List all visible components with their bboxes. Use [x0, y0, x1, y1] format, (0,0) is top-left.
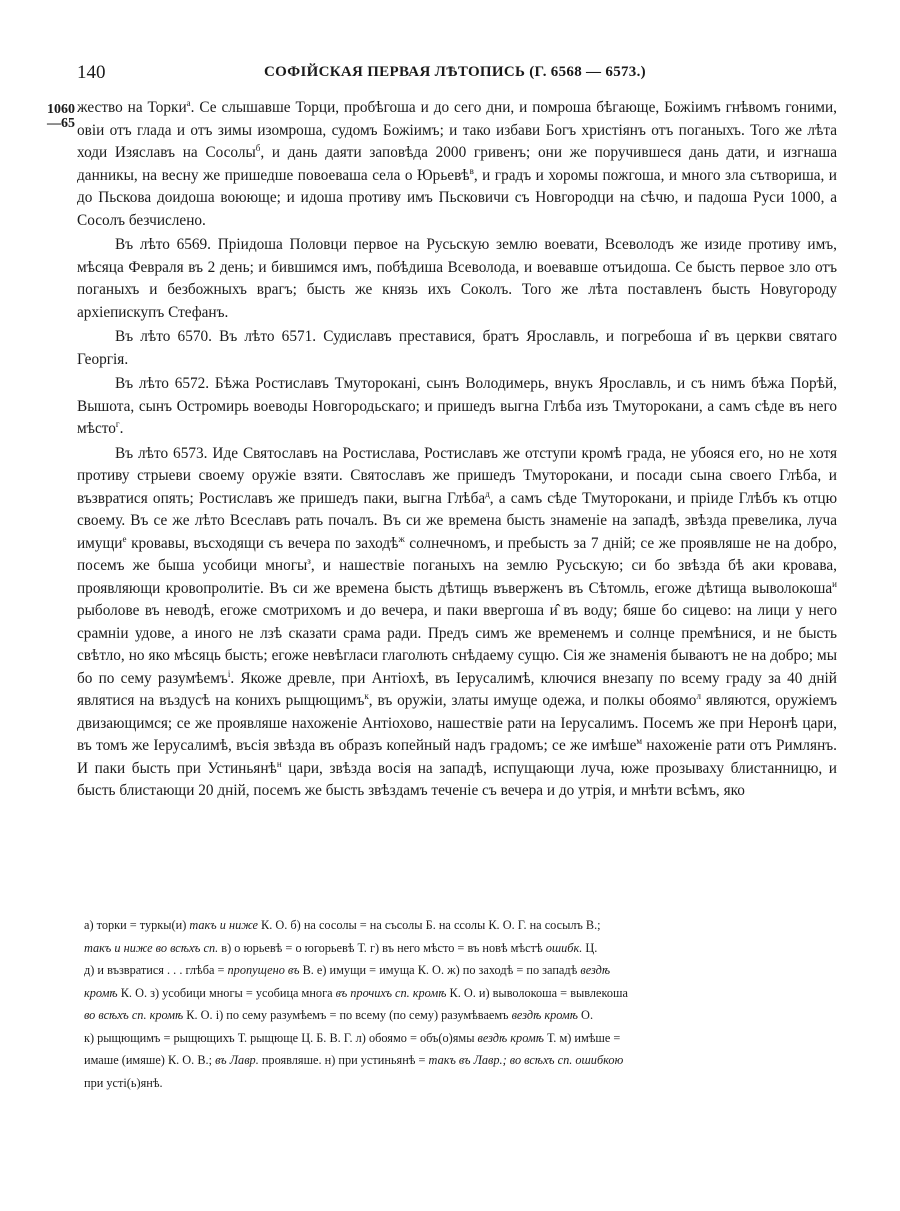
- paragraph: Въ лѣто 6569. Пріидоша Половци первое на Русьскую землю воевати, Всеволодъ же изиде противу имъ, мѣсяца Февраля въ 2 день; и бившимся имъ, побѣдиша Всеволода, и воевавше отъидоша. Се бысть первое зло отъ поганыхъ и безбожныхъ врагъ; бысть же князь ихъ Соколъ. Того же лѣта поставленъ бысть Новугороду архіепискупъ Стефанъ.: [77, 236, 837, 321]
- margin-year-range-start: 1060: [47, 102, 75, 117]
- paragraph: Въ лѣто 6573. Иде Святославъ на Ростислава, Ростиславъ же отступи кромѣ града, не убояся его, но не хотя противу стрыеви своему оружіе взяти. Святославъ же пришедъ Тмуторокани, и посади сына своего Глѣба, и възвратися опять; Ростиславъ же пришедъ паки, выгна Глѣба$^д$, а самъ сѣде Тмуторокани, и пріиде Глѣбъ къ отцю своему. Въ се же лѣто Всеславъ рать почалъ. Въ си же времена бысть знаменіе на западѣ, звѣзда превелика, луча имущи$^е$ кровавы, въсходящи съ вечера по заходѣ$^ж$ солнечномъ, и пребысть за 7 дній; се же проявляше не на добро, посемъ же быша усобици многы$^з$, и нашествіе поганыхъ на землю Русьскую; си бо звѣзда бѣ аки кровава, проявляющи кровопролитіе. Въ си же времена бысть дѣтищь въверженъ въ Сѣтомль, егоже дѣтища выволокоша$^и$ рыболове въ неводѣ, егоже смотрихомъ и до вечера, и паки ввергоша и̂ въ воду; бяше бо сицево: на лици у него срамніи удове, а иного не лзѣ сказати срама ради. Предъ симъ же временемъ и солнце премѣнися, и не бысть свѣтло, но яко мѣсяць бысть; егоже невѣгласи глаголють снѣдаему сущю. Сія же знаменія бываютъ не на добро; мы бо по сему разумѣемъ$^і$. Якоже древле, при Антіохѣ, въ Іерусалимѣ, ключися внезапу по всему граду за 40 дній являтися на въздусѣ на конихъ рыщющимъ$^к$, въ оружіи, златы имуще одежа, и полкы обоямо$^л$ являются, оружіемъ двизающимся; се же проявляше нахоженіе Антіохово, нашествіе рати на Іерусалимъ. Посемъ же при Неронѣ цари, въ томъ же Іерусалимѣ, въсія звѣзда въ образъ копейный надъ градомъ; се же имѣше$^м$ нахоженіе рати отъ Римлянъ. И паки бысть при Устиньянѣ$^н$ цари, звѣзда восія на западѣ, испущающи луча, юже прозываху блистанницю, и бысть блистающи 20 дній, посемъ же бысть звѣздамъ теченіе съ вечера и до утрія, и мнѣти всѣмъ, яко: [77, 444, 838, 799]
- paragraph: жество на Торки$^а$. Се слышавше Торци, пробѣгоша и до сего дни, и помроша бѣгающе, Божіимъ гнѣвомъ гоними, овіи отъ глада и отъ зимы изомроша, судомъ Божіимъ; и тако избави Богъ христіянъ отъ поганыхъ. Того же лѣта ходи Изяславъ на Сосолы$^б$, и дань даяти заповѣда 2000 гривенъ; они же поручившеся дань дати, и изгнаша данникы, на весну же пришедше повоеваша села о Юрьевѣ$^в$, и градъ и хоромы пожгоша, и много зла сътвориша, и до Пьскова доидоша воююще; и идоша противу имъ Пьсковичи съ Новгородци на сѣчю, и падоша Руси 1000, а Сосолъ безчислено.: [77, 97, 837, 229]
- footnote-line: во всѣхъ сп. кромѣ К. О. і) по сему разумѣемъ = по всему (по сему) разумѣваемъ вездѣ кромѣ О.: [84, 1008, 594, 1022]
- footnote-line: кромѣ К. О. з) усобици многы = усобица многа въ прочихъ сп. кромѣ К. О. и) выволокоша = вывлекоша: [84, 985, 628, 1000]
- paragraph: Въ лѣто 6570. Въ лѣто 6571. Судиславъ преставися, братъ Ярославль, и погребоша и̂ въ церкви святаго Георгія.: [77, 328, 837, 368]
- footnote-line: такъ и ниже во всѣхъ сп. в) о юрьевѣ = о югорьевѣ Т. г) въ него мѣсто = въ новѣ мѣстѣ ошибк. Ц.: [84, 940, 598, 955]
- footnote-line: д) и възвратися . . . глѣба = пропущено въ В. е) имущи = имуща К. О. ж) по заходѣ = по западѣ вездѣ: [84, 963, 611, 977]
- footnote-line: к) рыщющимъ = рыщющихъ Т. рыщюще Ц. Б. В. Г. л) обоямо = объ(о)ямы вездѣ кромѣ Т. м) имѣше =: [84, 1030, 621, 1045]
- paragraph: Въ лѣто 6572. Бѣжа Ростиславъ Тмутороканi, сынъ Володимерь, внукъ Ярославль, и съ нимъ бѣжа Порѣй, Вышота, сынъ Остромирь воеводы Новгородьскаго; и пришедъ выгна Глѣба изъ Тмуторокани, а самъ сѣде въ него мѣсто$^г$.: [77, 375, 837, 437]
- page-header-title: СОФІЙСКАЯ ПЕРВАЯ ЛѢТОПИСЬ (Г. 6568 — 6573.): [264, 64, 646, 80]
- footnote-line: а) торки = туркы(и) такъ и ниже К. О. б) на сосолы = на съсолы Б. на ссолы К. О. Г. на сосылъ В.;: [84, 918, 601, 932]
- footnote-line: при усті(ь)янѣ.: [84, 1075, 163, 1090]
- page-number: 140: [77, 62, 106, 83]
- footnotes: [84, 914, 836, 1094]
- main-text: [77, 97, 837, 803]
- footnote-line: имаше (имяше) К. О. В.; въ Лавр. проявляше. н) при устиньянѣ = такъ въ Лавр.; во всѣхъ сп. ошибкою: [84, 1053, 624, 1067]
- margin-year-range-end: —65: [47, 116, 75, 131]
